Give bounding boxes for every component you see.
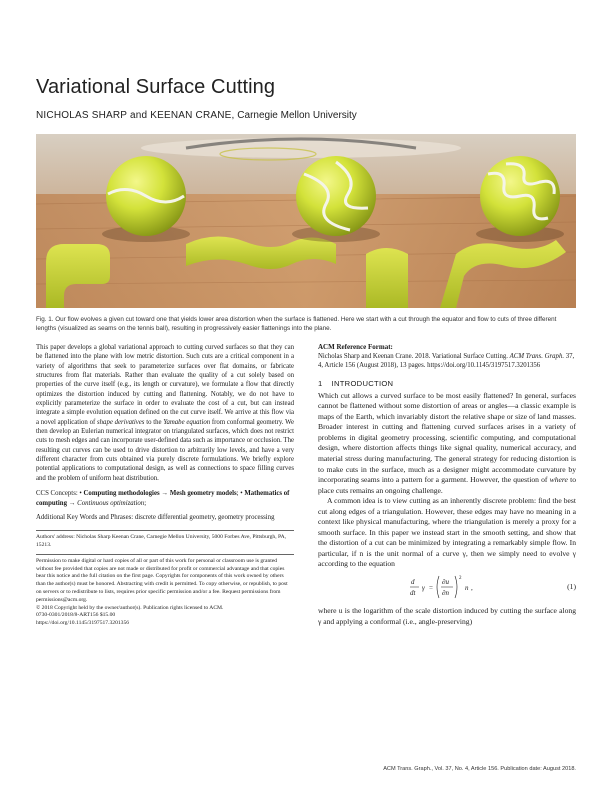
equation-1: [318, 572, 576, 604]
abstract-text-3: from conformal geometry. We then develop an Eulerian numerical integrator on triangulated surfaces, which does not restrict cuts to mesh edges and can incorporate user-defined data such as importance or occlusion. The resulting cut curves can be used to drive distortion to arbitrarily low levels, and have a very different character from cuts obtained via purely discrete formulations. We briefly explore potential applications to computational design, as well as connections to space filling curves and the problem of uniform heat distribution.: [36, 418, 294, 482]
copyright-line: © 2018 Copyright held by the owner/author(s). Publication rights licensed to ACM.: [36, 604, 224, 611]
reference-text: [318, 352, 576, 371]
svg-text:d: d: [411, 577, 415, 586]
page-footer: ACM Trans. Graph., Vol. 37, No. 4, Article 156. Publication date: August 2018.: [383, 766, 576, 772]
svg-text:=: =: [429, 583, 433, 592]
permission-notice: Permission to make digital or hard copies of all or part of this work for personal or classroom use is granted without fee provided that copies are not made or distributed for profit or commercial advantage and that copies bear this notice and the full citation on the first page. Copyrights for components of this work owned by others than the author(s) must be honored. Abstracting with credit is permitted. To copy otherwise, or republish, to post on servers or to redistribute to lists, requires prior specific permission and/or a fee. Request permissions from permissions@acm.org.: [36, 557, 288, 603]
reference-text-2: 37, 4, Article 156 (August 2018), 13 pages. https://doi.org/10.1145/3197517.3201356: [318, 353, 575, 370]
abstract: [36, 343, 294, 483]
authors-address: Authors' address: Nicholas Sharp Keenan Crane, Carnegie Mellon University, 5000 Forbes Ave, Pittsburgh, PA, 15213.: [36, 534, 287, 548]
keywords: Additional Key Words and Phrases: discrete differential geometry, geometry processing: [36, 513, 275, 521]
section-title: INTRODUCTION: [331, 378, 394, 388]
ccs-arrow-2: →: [66, 499, 78, 507]
abstract-text-2: to the: [144, 418, 164, 426]
svg-text:γ: γ: [422, 583, 425, 592]
svg-text:2: 2: [459, 575, 462, 581]
doi-link[interactable]: https://doi.org/10.1145/3197517.3201356: [36, 620, 130, 627]
equation-number: (1): [567, 581, 576, 591]
ccs-concepts: [36, 489, 294, 508]
intro-p1-emphasis: where: [549, 475, 568, 485]
author-line: [36, 110, 357, 121]
svg-text:,: ,: [471, 583, 473, 592]
reference-journal: ACM Trans. Graph.: [509, 353, 565, 360]
abstract-emphasis-2: Yamabe equation: [163, 418, 211, 426]
reference-text-1: Nicholas Sharp and Keenan Crane. 2018. Variational Surface Cutting.: [318, 353, 508, 360]
separator-rule: [36, 530, 294, 531]
ccs-term-3: Mathematics of computing: [36, 490, 290, 507]
intro-p1-end: to place cuts remains an ongoing challenge.: [318, 475, 577, 495]
author-names: NICHOLAS SHARP and KEENAN CRANE,: [36, 110, 235, 121]
svg-text:n: n: [465, 583, 469, 592]
svg-text:dt: dt: [410, 588, 416, 597]
svg-text:∂u: ∂u: [442, 577, 449, 586]
ccs-separator: ; •: [236, 490, 243, 498]
right-column: [318, 343, 576, 627]
abstract-emphasis-1: shape derivatives: [97, 418, 145, 426]
ccs-term-2: Mesh geometry models: [169, 490, 237, 498]
reference-heading: ACM Reference Format:: [318, 343, 393, 351]
ccs-term-4: Continuous optimization: [77, 499, 145, 507]
ccs-label: CCS Concepts: •: [36, 490, 82, 498]
ccs-end: ;: [144, 499, 147, 507]
ccs-term-1: Computing methodologies: [83, 490, 160, 498]
equation-formula: [409, 572, 489, 602]
section-number: 1: [318, 378, 323, 388]
intro-paragraph-1: [318, 391, 576, 496]
figure-caption: Fig. 1. Our flow evolves a given cut toward one that yields lower area distortion when the surface is flattened. Here we start with a cut through the equator and flow to cuts of three different lengths (visualized as seams on the tennis ball), resulting in progressively easier flattenings into the plane.: [36, 316, 557, 332]
separator-rule: [36, 554, 294, 555]
section-heading: [318, 379, 576, 388]
intro-paragraph-3: where u is the logarithm of the scale distortion induced by cutting the surface along γ and applying a conformal (i.e., angle-preserving): [318, 605, 576, 626]
issn-line: 0730-0301/2018/8-ART156 $15.00: [36, 612, 116, 619]
abstract-text-1: This paper develops a global variational approach to cutting curved surfaces so that they can be flattened into the plane with low metric distortion. Such cuts are a critical component in a variety of algorithms that seek to parameterize surfaces over flat domains, or fabricate structures from flat materials. Rather than evaluate the quality of a cut solely based on properties of the curve itself (e.g., its length or curvature), we formulate a flow that directly optimizes the distortion induced by cutting and flattening. Notably, we do not have to explicitly parameterize the surface in order to evaluate the cost of a cut, but can instead integrate a simple evolution equation defined on the cut curve itself. We arrive at this flow via a novel application of: [36, 344, 294, 426]
teaser-figure: [36, 134, 576, 308]
paper-title: Variational Surface Cutting: [36, 76, 276, 98]
intro-p1-text: Which cut allows a curved surface to be most easily flattened? In general, surfaces cannot be flattened without some distortion of areas or angles—a classic example is maps of the Earth, which invariably distort the relative shape or size of land masses. Broader interest in cutting and flattening curved surfaces arises in a variety of problems in digital geometry processing, scientific computing, and computational design, where distortion affects things like signal quality, numerical accuracy, and material stress during manufacturing. The general strategy for reducing distortion is to make cuts in the surface, much as a designer might accommodate curvature by incorporating seams into a pattern for a garment. However, the question of: [318, 390, 576, 485]
left-column: [36, 343, 294, 628]
svg-text:∂n: ∂n: [442, 588, 449, 597]
introduction-body: [318, 391, 576, 627]
ccs-arrow-1: →: [159, 490, 170, 498]
author-affiliation: Carnegie Mellon University: [237, 110, 357, 121]
tennis-balls-illustration: [36, 134, 576, 308]
intro-paragraph-2: A common idea is to view cutting as an inherently discrete problem: find the best cut along edges of a triangulation. However, these edges may have no meaning in a context like physical manufacturing, where the triangulation is merely a proxy for a smooth surface. In this paper we instead start in the smooth setting, and show that the distortion of a cut can be minimized by integrating a remarkably simple flow. In particular, if n is the unit normal of a curve γ, then we simply need to evolve γ according to the equation: [318, 496, 576, 569]
